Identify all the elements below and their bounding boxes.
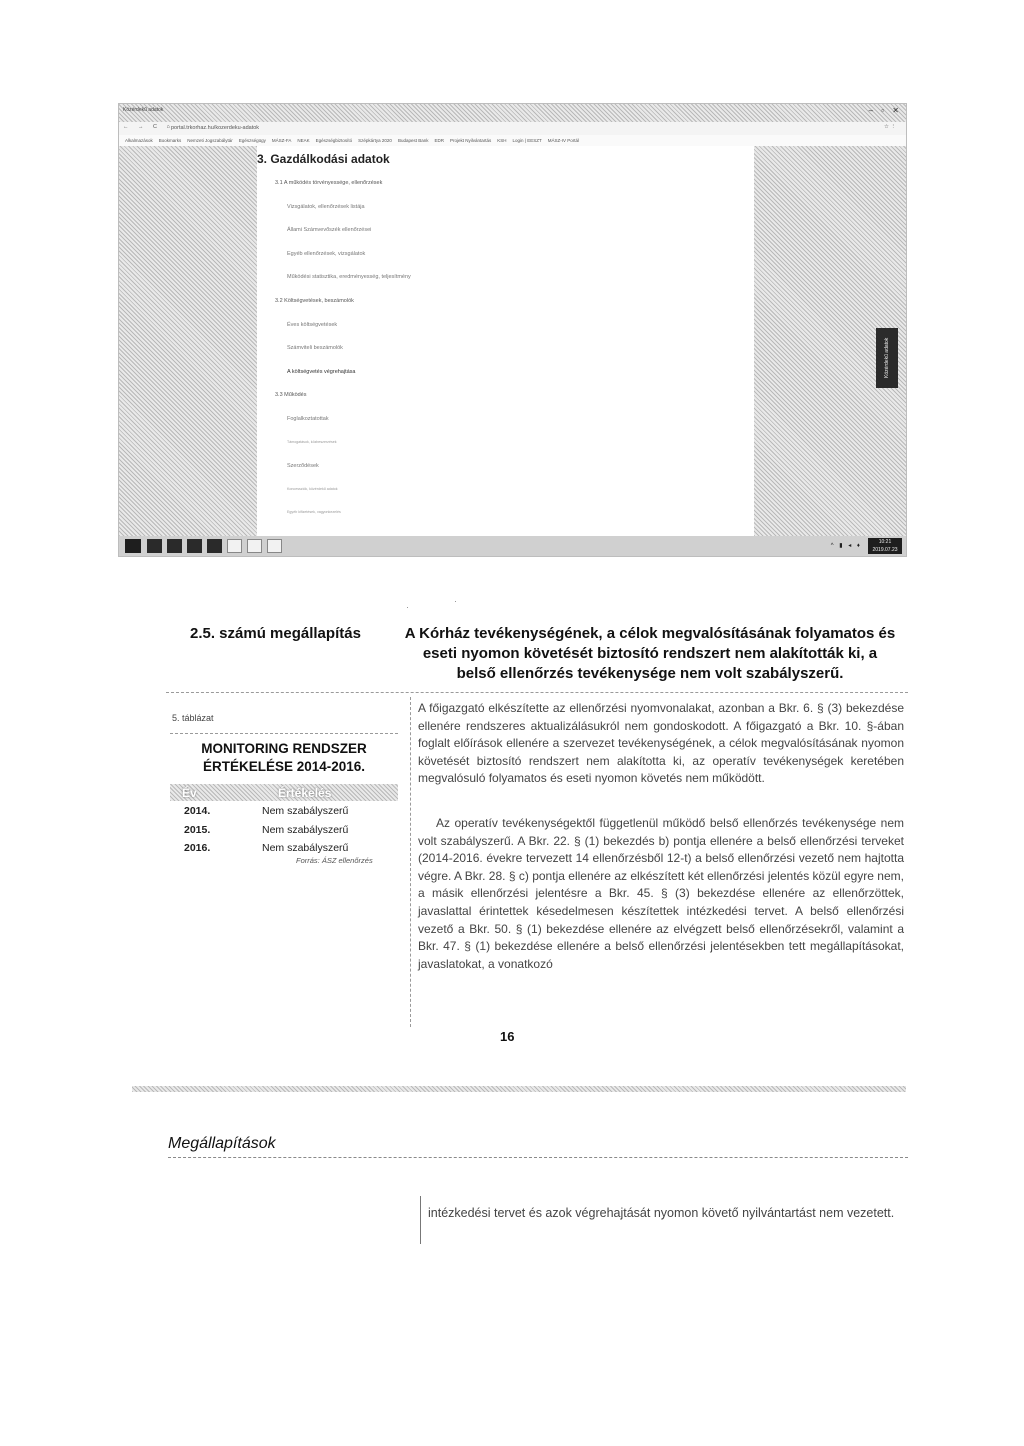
toc-item[interactable]: Szerződések xyxy=(287,463,319,470)
bookmark-item[interactable]: MÁSZ-IV Portál xyxy=(547,138,579,143)
toc-item[interactable]: 3.2 Költségvetések, beszámolók xyxy=(275,297,354,304)
taskbar-app-icon[interactable] xyxy=(187,539,202,553)
section-title: Megállapítások xyxy=(168,1135,276,1152)
word-app-icon[interactable] xyxy=(267,539,282,553)
bookmark-item[interactable]: Egészségügy xyxy=(238,138,266,143)
table-cell-rating: Nem szabályszerű xyxy=(262,824,349,836)
table-title: MONITORING RENDSZER ÉRTÉKELÉSE 2014-2016. xyxy=(201,741,367,774)
page-number: 16 xyxy=(500,1029,515,1044)
bookmark-item[interactable]: Egészségbiztosító xyxy=(315,138,353,143)
left-pane xyxy=(119,146,257,536)
table-header-year: Év xyxy=(182,786,197,800)
toc-item[interactable]: Foglalkoztatottak xyxy=(287,415,329,422)
table-cell-year: 2015. xyxy=(184,824,211,836)
divider xyxy=(166,692,908,693)
clock-time: 10:21 xyxy=(878,539,892,545)
browser-tab-bar xyxy=(119,104,906,122)
column-divider xyxy=(420,1196,421,1244)
toc-item[interactable]: 3.3 Működés xyxy=(275,392,307,399)
bookmark-item[interactable]: KSH xyxy=(497,138,507,143)
taskbar xyxy=(119,536,906,556)
toc-item[interactable]: A költségvetés végrehajtása xyxy=(287,368,356,375)
search-app-icon[interactable] xyxy=(247,539,262,553)
side-tab-button[interactable]: Közérdekű adatok xyxy=(876,328,898,388)
page-break-rule xyxy=(132,1086,906,1092)
bookmark-item[interactable]: NEAK xyxy=(297,138,310,143)
scan-speck: · xyxy=(454,596,457,606)
doc-title: 3. Gazdálkodási adatok xyxy=(257,152,390,166)
system-tray-icons[interactable]: ^ ▮ ◂ ♦ xyxy=(830,543,862,549)
taskbar-app-icon[interactable] xyxy=(207,539,222,553)
toc-item[interactable]: Vizsgálatok, ellenőrzések listája xyxy=(287,203,365,210)
table-header xyxy=(170,784,398,801)
toc-item[interactable]: Állami Számvevőszék ellenőrzései xyxy=(287,227,372,234)
toc-list xyxy=(275,180,411,534)
toc-item[interactable]: Támogatások, közbeszerzések xyxy=(287,439,337,444)
table-source: Forrás: ÁSZ ellenőrzés xyxy=(296,856,373,865)
table-top-rule xyxy=(170,733,398,734)
taskbar-app-icon[interactable] xyxy=(167,539,182,553)
bookmark-item[interactable]: Alkalmazások xyxy=(125,138,153,143)
toc-item[interactable]: Egyéb kifizetések, vagyonkezelés xyxy=(287,510,341,515)
scan-speck: · xyxy=(406,602,409,612)
continuation-paragraph: intézkedési tervet és azok végrehajtását nyomon követő nyilvántartást nem vezetett. xyxy=(428,1206,895,1220)
table-header-rating: Értékelés xyxy=(278,786,332,800)
bookmark-item[interactable]: MÁSZ-FA xyxy=(271,138,292,143)
table-cell-year: 2016. xyxy=(184,842,211,854)
document-view xyxy=(257,146,754,536)
nav-buttons[interactable]: ← → C ⌂ xyxy=(123,124,174,130)
browser-tab[interactable]: Közérdekű adatok xyxy=(123,107,164,113)
table-caption: 5. táblázat xyxy=(172,713,214,723)
clock-date: 2019.07.23 xyxy=(872,547,898,553)
section-divider xyxy=(168,1157,908,1158)
table-cell-rating: Nem szabályszerű xyxy=(262,805,349,817)
finding-label: 2.5. számú megállapítás xyxy=(190,625,361,642)
table-row xyxy=(184,824,394,840)
body-paragraph: A főigazgató elkészítette az ellenőrzési nyomvonalakat, azonban a Bkr. 6. § (3) bekezdése ellenére rendszeres aktualizálásukról nem gondoskodott. A főigazgató a Bkr. 10. §-ában foglalt előírások ellenére a szervezet tevékenységének, a célok megvalósításának nyomon követését biztosító rendszert nem alakította ki, az operatív tevékenységek keretében megvalósuló folyamatos és eseti nyomon követés nem működött. xyxy=(418,701,904,786)
bookmark-item[interactable]: Bookmarks xyxy=(158,138,182,143)
bookmark-item[interactable]: Login | EESZT xyxy=(512,138,542,143)
table-cell-rating: Nem szabályszerű xyxy=(262,842,349,854)
bookmark-item[interactable]: Projekt Nyilvántartás xyxy=(449,138,492,143)
toc-item[interactable]: Koncessziók, közérdekű adatok xyxy=(287,486,338,491)
table-cell-year: 2014. xyxy=(184,805,211,817)
table-row xyxy=(184,805,394,821)
bookmark-item[interactable]: Budapest Bank xyxy=(397,138,429,143)
column-divider xyxy=(410,697,411,1027)
embedded-screenshot xyxy=(118,103,907,557)
toc-item[interactable]: Egyéb ellenőrzések, vizsgálatok xyxy=(287,250,366,257)
bookmark-item[interactable]: EDR xyxy=(434,138,444,143)
toc-item[interactable]: Számviteli beszámolók xyxy=(287,345,343,352)
toc-item[interactable]: Működési statisztika, eredményesség, teljesítmény xyxy=(287,274,411,281)
edge-browser-icon[interactable] xyxy=(227,539,242,553)
finding-statement: A Kórház tevékenységének, a célok megvalósításának folyamatos és eseti nyomon követését biztosító rendszert nem alakították ki, a belső ellenőrzés tevékenysége nem volt szabályszerű. xyxy=(404,625,896,682)
address-url[interactable]: portal.trkorhaz.hu/kozerdeku-adatok xyxy=(171,125,260,131)
window-controls[interactable]: – ▫ ✕ xyxy=(868,106,902,115)
toc-item[interactable]: Éves költségvetések xyxy=(287,321,338,328)
bookmark-item[interactable]: Szépkártya 2020 xyxy=(358,138,392,143)
body-paragraph: Az operatív tevékenységektől függetlenül működő belső ellenőrzés tevékenysége nem volt szabályszerű. A Bkr. 22. § (1) bekezdés b) pontja ellenére a belső ellenőrzési terveket (2014-2016. évekre tervezett 14 ellenőrzésből 12-t) a belső ellenőrzési vezető nem hajtotta végre. A Bkr. 28. § c) pontja ellenére az elkészített két ellenőrzési jelentés közül egyre nem, a másik ellenőrzési jelentésre a Bkr. 45. § (3) bekezdése ellenére az ellenőrzöttek, javaslattal érintettek késedelmesen készítettek intézkedési tervet. A belső ellenőrzési vezető a Bkr. 50. § (1) bekezdése ellenére az elvégzett belső ellenőrzésekről, valamint a Bkr. 47. § (1) bekezdése ellenére a belső ellenőrzési jelentésekben tett megállapításokat, javaslatokat, a vonatkozó xyxy=(418,816,904,971)
browser-address-bar xyxy=(119,122,906,135)
taskbar-clock[interactable] xyxy=(868,538,902,554)
windows-start-icon[interactable] xyxy=(125,539,141,553)
browser-menu-icon[interactable]: ☆ ⋮ xyxy=(884,124,896,130)
taskbar-app-icon[interactable] xyxy=(147,539,162,553)
bookmark-item[interactable]: Nemzeti Jogszabálytár xyxy=(187,138,233,143)
toc-item[interactable]: 3.1 A működés törvényessége, ellenőrzések xyxy=(275,180,383,186)
